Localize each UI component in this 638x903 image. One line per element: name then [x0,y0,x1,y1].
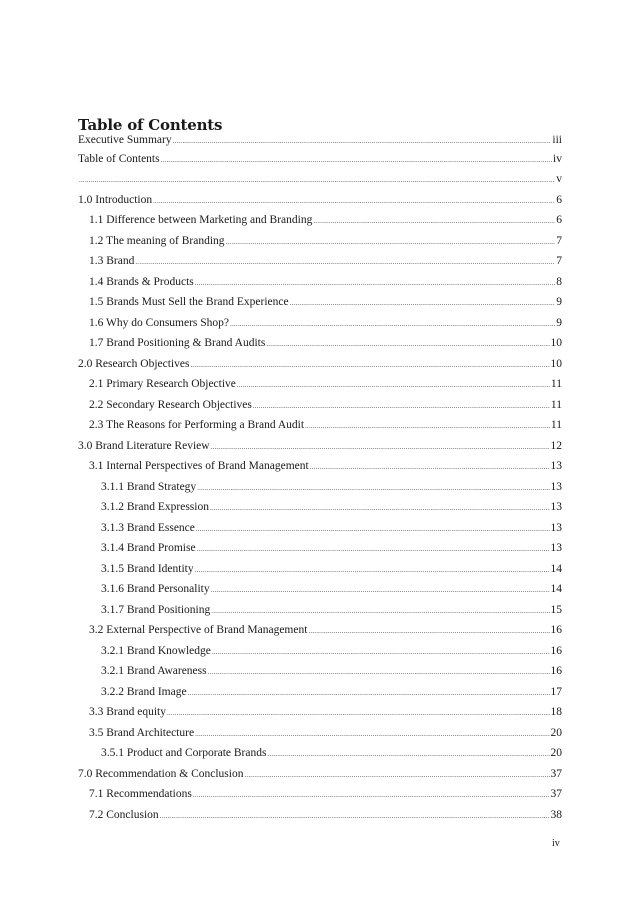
toc-entry-page-number: 11 [550,398,562,411]
toc-entry-page-number: iii [552,134,562,146]
toc-entry-label: 3.1.7 Brand Positioning [101,603,211,616]
toc-entry-label: 1.0 Introduction [78,193,153,206]
toc-entry-page-number: 16 [550,624,562,636]
toc-entry-page-number: 37 [550,788,562,800]
toc-dot-leader [244,771,549,779]
toc-entry-page-number: 13 [550,521,562,534]
toc-entry-label: 3.3 Brand equity [89,706,166,718]
toc-entry[interactable] [78,276,562,297]
toc-dot-leader [196,525,550,533]
toc-dot-leader [161,156,552,164]
toc-entry[interactable] [78,440,562,461]
toc-entry-label: 7.0 Recommendation & Conclusion [78,767,244,780]
toc-entry[interactable] [78,686,562,707]
toc-list [78,134,562,829]
toc-entry-label: 2.3 The Reasons for Performing a Brand Audit [89,419,305,431]
toc-entry-label: 3.1.6 Brand Personality [101,583,210,595]
toc-dot-leader [267,750,549,758]
toc-entry[interactable] [78,255,562,276]
toc-entry[interactable] [78,542,562,563]
toc-entry[interactable] [78,604,562,625]
toc-entry-page-number: 18 [550,706,562,718]
toc-entry-label: 7.1 Recommendations [89,788,192,800]
toc-dot-leader [193,791,550,799]
toc-entry[interactable] [78,768,562,789]
toc-entry[interactable] [78,317,562,338]
toc-dot-leader [173,137,552,145]
toc-entry[interactable] [78,419,562,440]
toc-dot-leader [211,607,549,615]
toc-entry-label: 1.3 Brand [89,255,135,267]
toc-dot-leader [226,238,556,246]
toc-entry-page-number: 13 [550,501,562,513]
toc-entry[interactable] [78,809,562,830]
toc-entry[interactable] [78,501,562,522]
toc-entry-page-number: iv [553,152,562,165]
toc-entry-page-number: 6 [556,214,562,226]
footer-page-number: iv [552,838,560,849]
toc-entry[interactable] [78,134,562,153]
toc-entry-label: 2.0 Research Objectives [78,357,190,370]
toc-entry-label: 3.0 Brand Literature Review [78,439,210,452]
toc-entry-page-number: 16 [550,665,562,677]
toc-entry[interactable] [78,378,562,399]
toc-dot-leader [79,176,555,184]
toc-entry-page-number: 13 [550,460,562,472]
toc-dot-leader [310,463,550,471]
toc-entry[interactable] [78,481,562,502]
toc-entry-page-number: 15 [550,603,562,616]
toc-dot-leader [313,217,555,225]
toc-entry[interactable] [78,563,562,584]
toc-entry-page-number: 14 [550,583,562,595]
toc-entry-page-number: 6 [556,193,562,206]
toc-entry[interactable] [78,214,562,235]
toc-entry-page-number: 9 [556,316,562,329]
toc-entry-label: 3.1.4 Brand Promise [101,542,196,554]
toc-entry-page-number: 17 [550,685,562,698]
toc-entry-page-number: 7 [556,255,562,267]
toc-entry[interactable] [78,460,562,481]
toc-entry-label: 1.6 Why do Consumers Shop? [89,316,230,329]
toc-dot-leader [195,566,550,574]
toc-entry-label: 1.7 Brand Positioning & Brand Audits [89,337,266,349]
toc-entry-label: Table of Contents [78,152,160,165]
toc-dot-leader [167,709,550,717]
toc-entry[interactable] [78,296,562,317]
toc-entry[interactable] [78,583,562,604]
toc-entry-page-number: 7 [556,234,562,247]
toc-entry[interactable] [78,645,562,666]
toc-dot-leader [230,320,555,328]
toc-entry-page-number: 20 [550,726,562,739]
toc-entry-page-number: 12 [550,439,562,452]
toc-entry-label: 3.1 Internal Perspectives of Brand Management [89,460,309,472]
toc-entry-label: 2.2 Secondary Research Objectives [89,398,252,411]
toc-dot-leader [197,545,550,553]
toc-entry-page-number: 9 [556,296,562,308]
toc-entry-label: 3.2.2 Brand Image [101,685,187,698]
toc-entry-page-number: 14 [550,562,562,575]
toc-entry[interactable] [78,788,562,809]
toc-entry[interactable] [78,337,562,358]
toc-entry[interactable] [78,727,562,748]
toc-entry[interactable] [78,522,562,543]
toc-entry-page-number: 20 [550,747,562,759]
toc-entry[interactable] [78,624,562,645]
toc-dot-leader [266,340,549,348]
toc-entry[interactable] [78,173,562,194]
toc-entry[interactable] [78,706,562,727]
toc-entry-label: 1.2 The meaning of Branding [89,234,225,247]
toc-entry-page-number: 37 [550,767,562,780]
toc-entry[interactable] [78,747,562,768]
toc-entry-page-number: 13 [550,480,562,493]
toc-dot-leader [211,443,550,451]
toc-dot-leader [237,381,550,389]
toc-dot-leader [290,299,556,307]
toc-entry-label: 3.2.1 Brand Knowledge [101,644,211,657]
toc-dot-leader [197,484,549,492]
toc-dot-leader [308,627,549,635]
toc-dot-leader [208,668,550,676]
toc-dot-leader [135,258,555,266]
toc-entry-label: 1.5 Brands Must Sell the Brand Experience [89,296,289,308]
toc-entry-page-number: 38 [550,808,562,821]
toc-entry-label: 7.2 Conclusion [89,808,159,821]
toc-dot-leader [211,586,550,594]
toc-entry-page-number: 11 [550,419,562,431]
toc-entry-label: 3.5.1 Product and Corporate Brands [101,747,267,759]
toc-entry-page-number: 13 [550,542,562,554]
toc-dot-leader [153,197,555,205]
toc-entry[interactable] [78,399,562,420]
toc-heading: Table of Contents [78,116,223,134]
toc-entry-page-number: v [556,173,562,185]
toc-entry-label: 3.1.5 Brand Identity [101,562,194,575]
toc-entry[interactable] [78,235,562,256]
toc-entry[interactable] [78,665,562,686]
toc-dot-leader [212,648,550,656]
toc-entry-page-number: 11 [550,378,562,390]
toc-entry-label: 3.2 External Perspective of Brand Management [89,624,308,636]
toc-entry-label: 3.2.1 Brand Awareness [101,665,207,677]
toc-entry-page-number: 8 [556,275,562,288]
toc-dot-leader [210,504,550,512]
toc-entry[interactable] [78,194,562,215]
toc-entry-page-number: 10 [550,357,562,370]
toc-dot-leader [253,402,550,410]
toc-entry-label: 3.1.1 Brand Strategy [101,480,197,493]
toc-dot-leader [195,730,549,738]
toc-entry-label: 1.4 Brands & Products [89,275,194,288]
toc-entry[interactable] [78,153,562,174]
toc-dot-leader [305,422,550,430]
toc-entry-page-number: 10 [550,337,562,349]
toc-dot-leader [195,279,555,287]
toc-entry-label: 1.1 Difference between Marketing and Branding [89,214,313,226]
toc-entry-page-number: 16 [550,644,562,657]
toc-dot-leader [160,812,550,820]
toc-dot-leader [188,689,550,697]
toc-entry-label: 3.1.3 Brand Essence [101,521,195,534]
toc-entry-label: Executive Summary [78,134,172,146]
toc-dot-leader [190,361,549,369]
toc-entry-label: 3.5 Brand Architecture [89,726,195,739]
toc-entry[interactable] [78,358,562,379]
toc-entry-label: 2.1 Primary Research Objective [89,378,236,390]
toc-entry-label: 3.1.2 Brand Expression [101,501,209,513]
